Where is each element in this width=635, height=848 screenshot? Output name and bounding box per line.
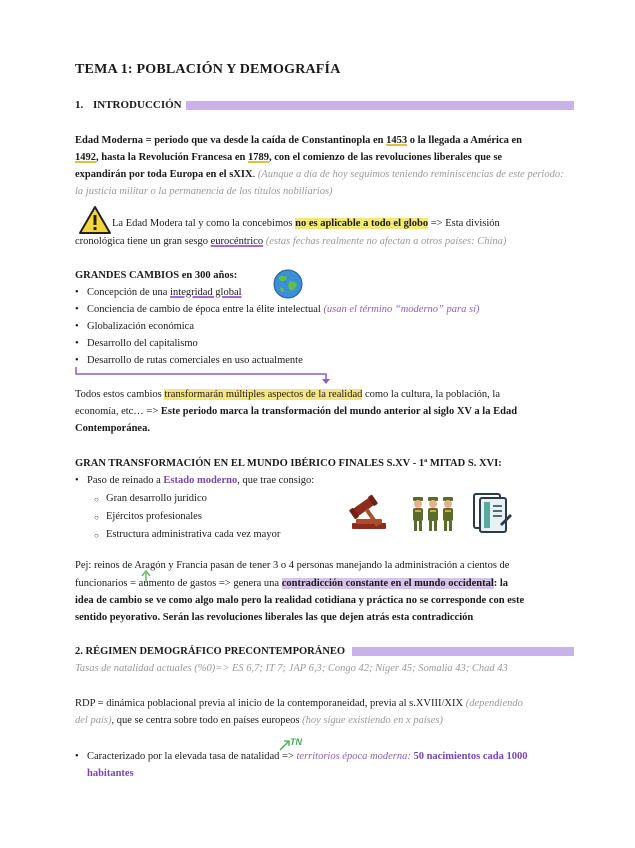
list-item: • Paso de reinado a Estado moderno, que trae consigo: (75, 473, 314, 489)
list-item: ○ Gran desarrollo jurídico (94, 491, 280, 509)
intro-paragraph-line3: expandirán por toda Europa en el sXIX. (Aunque a día de hoy seguimos teniendo reminiscencias de este periodo: (75, 169, 564, 180)
list-item: • Concepción de una integridad global (75, 285, 479, 302)
cambios-summary-line1: Todos estos cambios transformarán múltiples aspectos de la realidad como la cultura, la población, la (75, 389, 500, 400)
list-item: • Desarrollo de rutas comerciales en uso actualmente (75, 353, 479, 370)
section-2-title: 2. RÉGIMEN DEMOGRÁFICO PRECONTEMPORÁNEO (75, 646, 346, 657)
natalidad-list (75, 749, 528, 765)
list-item: • Caracterizado por la elevada tasa de natalidad => territorios época moderna: 50 nacimientos cada 1000 (75, 749, 528, 765)
cambios-summary-line3: Contemporánea. (75, 423, 150, 434)
bracket-arrow-icon (74, 366, 334, 386)
section-1-bar (186, 101, 574, 110)
iberico-heading: GRAN TRANSFORMACIÓN EN EL MUNDO IBÉRICO FINALES S.XV - 1ª MITAD S. XVI: (75, 458, 502, 469)
list-item: • Conciencia de cambio de época entre la élite intelectual (usan el término “moderno” para sí) (75, 302, 479, 319)
pej-paragraph-line1: Pej: reinos de Aragón y Francia pasan de tener 3 o 4 personas manejando la administración a cientos de (75, 560, 510, 571)
cambios-summary-line2: economía, etc… => Este periodo marca la transformación del mundo anterior al siglo XV a la Edad (75, 406, 518, 417)
soldiers-icon (410, 493, 456, 533)
intro-note-line: la justicia militar o la permanencia de los títulos nobiliarios) (75, 186, 333, 197)
warning-line2: cronológica tiene un gran sesgo eurocéntrico (estas fechas realmente no afectan a otros países: China) (75, 236, 507, 247)
intro-paragraph-line1: Edad Moderna = periodo que va desde la caída de Constantinopla en 1453 o la llegada a América en (75, 135, 523, 146)
cambios-list (75, 285, 479, 370)
intro-paragraph-line2: 1492, hasta la Revolución Francesa en 1789, con el comienzo de las revoluciones liberales que se (75, 152, 503, 163)
list-item: ○ Estructura administrativa cada vez mayor (94, 527, 280, 545)
iberico-list (75, 473, 314, 489)
cambios-heading: GRANDES CAMBIOS en 300 años: (75, 270, 238, 281)
list-item: • Desarrollo del capitalismo (75, 336, 479, 353)
natalidad-line2: habitantes (87, 768, 134, 779)
iberico-sublist (94, 491, 280, 545)
list-item: • Globalización económica (75, 319, 479, 336)
rdp-line2: del país), que se centra sobre todo en países europeos (hoy sigue existiendo en x países) (75, 715, 443, 726)
tn-annotation: TN (290, 737, 302, 747)
warning-line1: La Edad Modera tal y como la concebimos no es aplicable a todo el globo => Esta división (112, 218, 500, 229)
section-2-bar (352, 647, 574, 656)
pej-paragraph-line2: funcionarios = aumento de gastos => genera una contradicción constante en el mundo occidental: la (75, 578, 509, 589)
pej-paragraph-line3: idea de cambio se ve como algo malo pero la realidad cotidiana y práctica no se corresponde con este (75, 595, 525, 606)
warning-icon (78, 205, 112, 235)
page-title: TEMA 1: POBLACIÓN Y DEMOGRAFÍA (75, 62, 341, 77)
gavel-icon (346, 493, 392, 533)
documents-icon (470, 490, 514, 534)
section-1-number: 1. (75, 99, 84, 111)
natalidad-note: Tasas de natalidad actuales (%0)=> ES 6,7; IT 7; JAP 6,3; Congo 42; Níger 45; Somalia 43; Chad 43 (75, 663, 508, 674)
section-1-title: INTRODUCCIÓN (93, 99, 182, 111)
pej-paragraph-line4: sentido peyorativo. Serán las revoluciones liberales las que dejen atrás esta contradicción (75, 612, 474, 623)
rdp-line1: RDP = dinámica poblacional previa al inicio de la contemporaneidad, previa al s.XVIII/XIX (dependiendo (75, 698, 523, 709)
list-item: ○ Ejércitos profesionales (94, 509, 280, 527)
